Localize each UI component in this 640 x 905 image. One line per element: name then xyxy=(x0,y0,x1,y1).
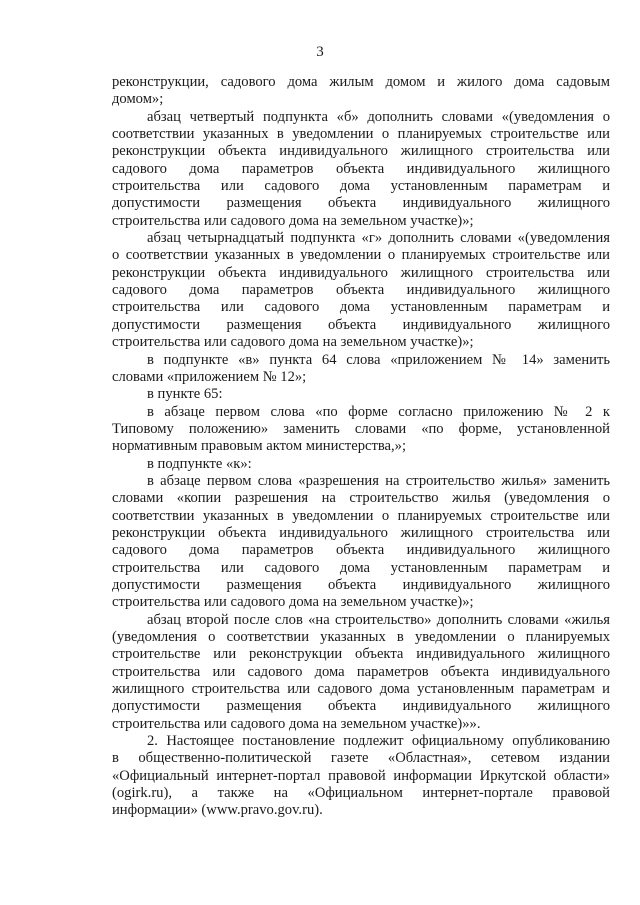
text-line: строительства или садового дома параметров объекта индивидуального xyxy=(112,663,610,680)
text-line: соответствии указанных в уведомлении о планируемых строительстве или xyxy=(112,507,610,524)
text-line: Типовому положению» заменить словами «по форме, установленной xyxy=(112,420,610,437)
document-body xyxy=(112,74,610,820)
text-line: допустимости размещения объекта индивидуального жилищного xyxy=(112,698,610,715)
text-line: в абзаце первом слова «по форме согласно приложению № 2 к xyxy=(147,403,610,420)
text-line: строительства или садового дома на земельном участке)»». xyxy=(112,715,481,732)
text-line: реконструкции, садового дома жилым домом и жилого дома садовым xyxy=(112,74,610,90)
text-line: садового дома параметров объекта индивидуального жилищного xyxy=(112,160,610,177)
text-line: строительстве или реконструкции объекта индивидуального жилищного xyxy=(112,646,610,663)
text-line: строительства или садового дома установленным параметрам и xyxy=(112,299,610,316)
text-line: словами «копии разрешения на строительство жилья (уведомления о xyxy=(112,490,610,507)
text-line: строительства или садового дома на земельном участке)»; xyxy=(112,594,474,611)
text-line: реконструкции объекта индивидуального жилищного строительства или xyxy=(112,143,610,160)
text-line: соответствии указанных в уведомлении о планируемых строительстве или xyxy=(112,126,610,143)
text-line: информации» (www.pravo.gov.ru). xyxy=(112,802,323,819)
page-number: 3 xyxy=(316,44,324,60)
text-line: 2. Настоящее постановление подлежит официальному опубликованию xyxy=(147,733,610,750)
text-line: допустимости размещения объекта индивидуального жилищного xyxy=(112,576,610,593)
text-line: в пункте 65: xyxy=(147,386,223,403)
text-line: в абзаце первом слова «разрешения на строительство жилья» заменить xyxy=(147,472,610,489)
text-line: абзац второй после слов «на строительство» дополнить словами «жилья xyxy=(147,611,610,628)
text-line: (ogirk.ru), а также на «Официальном интернет-портале правовой xyxy=(112,785,610,802)
text-line: о соответствии указанных в уведомлении о планируемых строительстве или xyxy=(112,247,610,264)
text-line: в подпункте «к»: xyxy=(147,455,252,472)
text-line: (уведомления о соответствии указанных в уведомлении о планируемых xyxy=(112,629,610,645)
text-line: допустимости размещения объекта индивидуального жилищного xyxy=(112,195,610,212)
text-line: строительства или садового дома установленным параметрам и xyxy=(112,178,610,195)
text-line: строительства или садового дома на земельном участке)»; xyxy=(112,212,474,229)
text-line: домом»; xyxy=(112,91,164,108)
text-line: садового дома параметров объекта индивидуального жилищного xyxy=(112,542,610,559)
text-line: садового дома параметров объекта индивидуального жилищного xyxy=(112,282,610,299)
text-line: абзац четвертый подпункта «б» дополнить словами «(уведомления о xyxy=(147,108,610,125)
text-line: «Официальный интернет-портал правовой информации Иркутской области» xyxy=(112,767,610,784)
text-line: в подпункте «в» пункта 64 слова «приложением № 14» заменить xyxy=(147,351,610,368)
text-line: словами «приложением № 12»; xyxy=(112,368,307,385)
text-line: допустимости размещения объекта индивидуального жилищного xyxy=(112,316,610,333)
text-line: абзац четырнадцатый подпункта «г» дополнить словами «(уведомления xyxy=(147,230,610,247)
text-line: в общественно-политической газете «Областная», сетевом издании xyxy=(112,750,610,767)
text-line: нормативным правовым актом министерства,»; xyxy=(112,438,407,455)
text-line: строительства или садового дома установленным параметрам и xyxy=(112,559,610,576)
text-line: реконструкции объекта индивидуального жилищного строительства или xyxy=(112,264,610,281)
text-line: жилищного строительства или садового дома установленным параметрам и xyxy=(112,681,610,698)
text-line: строительства или садового дома на земельном участке)»; xyxy=(112,334,474,351)
text-line: реконструкции объекта индивидуального жилищного строительства или xyxy=(112,524,610,541)
